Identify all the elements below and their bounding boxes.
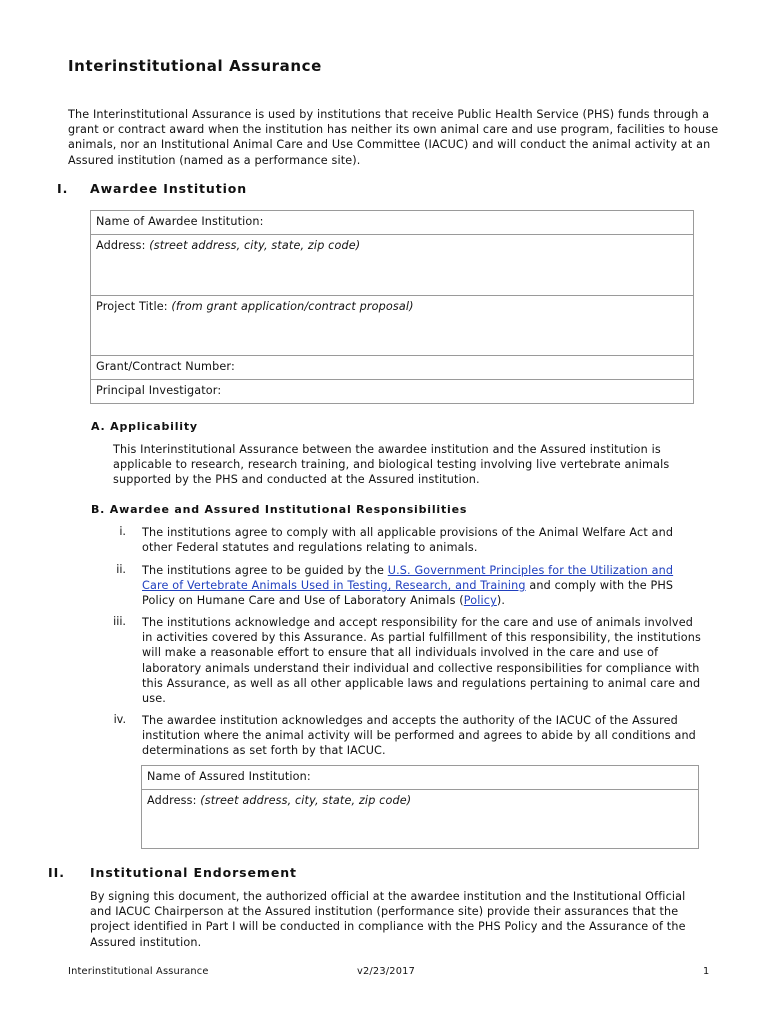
section-1-number: I. <box>57 181 69 196</box>
responsibility-item-3: The institutions acknowledge and accept responsibility for the care and use of animals involved in activities covered by this Assurance. As partial fulfillment of this responsibility, the institutions will make a reasonable effort to ensure that all individuals involved in the care and use of laboratory animals understand their individual and collective responsibilities for compliance with this Assurance, as well as all other applicable laws and regulations pertaining to animal care and use. <box>142 616 701 706</box>
assured-form-box <box>141 765 699 849</box>
item-2-post: ). <box>496 594 506 608</box>
awardee-address-label: Address: <box>96 239 146 252</box>
list-number: i. <box>119 525 126 538</box>
footer-version: v2/23/2017 <box>357 966 416 977</box>
list-number: iii. <box>113 615 126 628</box>
intro-paragraph: The Interinstitutional Assurance is used by institutions that receive Public Health Service (PHS) funds through a grant or contract award when the institution has neither its own animal care and use program, facilities to house animals, nor an Institutional Animal Care and Use Committee (IACUC) and will conduct the animal activity at an Assured institution (named as a performance site). <box>68 108 719 167</box>
applicability-heading: A. Applicability <box>91 420 198 433</box>
assured-address-hint: (street address, city, state, zip code) <box>200 794 412 807</box>
principal-investigator-label: Principal Investigator: <box>96 384 222 397</box>
responsibility-item-4: The awardee institution acknowledges and accepts the authority of the IACUC of the Assured institution where the animal activity will be performed and agrees to abide by all conditions and determinations as set forth by that IACUC. <box>142 714 696 758</box>
assured-name-label: Name of Assured Institution: <box>147 770 311 783</box>
awardee-address-hint: (street address, city, state, zip code) <box>149 239 361 252</box>
principal-investigator-field[interactable] <box>91 380 693 404</box>
policy-link[interactable]: Policy <box>463 594 497 608</box>
awardee-address-field[interactable] <box>91 235 693 296</box>
grant-number-label: Grant/Contract Number: <box>96 360 235 373</box>
assured-address-label: Address: <box>147 794 197 807</box>
item-2-mid: and comply with the PHS Policy on Humane Care and Use of Laboratory Animals ( <box>142 579 674 608</box>
responsibility-item-1: The institutions agree to comply with all applicable provisions of the Animal Welfare Act and other Federal statutes and regulations relating to animals. <box>142 526 674 555</box>
project-title-hint: (from grant application/contract proposal) <box>171 300 414 313</box>
section-1-title: Awardee Institution <box>90 181 248 196</box>
assured-address-field[interactable] <box>142 790 698 849</box>
list-number: ii. <box>116 563 126 576</box>
page-title: Interinstitutional Assurance <box>68 57 322 75</box>
applicability-text: This Interinstitutional Assurance between the awardee institution and the Assured institution is applicable to research, research training, and biological testing involving live vertebrate animals supported by the PHS and conducted at the Assured institution. <box>113 443 670 487</box>
awardee-name-label: Name of Awardee Institution: <box>96 215 264 228</box>
awardee-form-box <box>90 210 694 404</box>
project-title-label: Project Title: <box>96 300 168 313</box>
list-number: iv. <box>113 713 126 726</box>
grant-number-field[interactable] <box>91 356 693 380</box>
responsibility-item-2 <box>142 563 702 609</box>
section-2-number: II. <box>48 865 66 880</box>
footer-page-number: 1 <box>703 966 710 977</box>
responsibilities-heading: B. Awardee and Assured Institutional Responsibilities <box>91 503 468 516</box>
us-government-principles-link[interactable]: U.S. Government Principles for the Utilization and Care of Vertebrate Animals Used in Testing, Research, and Training <box>142 564 674 593</box>
endorsement-text: By signing this document, the authorized official at the awardee institution and the Institutional Official and IACUC Chairperson at the Assured institution (performance site) provide their assurances that the project identified in Part I will be conducted in compliance with the PHS Policy and the Assurance of the Assured institution. <box>90 890 686 949</box>
footer-doc-title: Interinstitutional Assurance <box>68 966 209 977</box>
project-title-field[interactable] <box>91 296 693 356</box>
awardee-name-field[interactable] <box>91 211 693 235</box>
assured-name-field[interactable] <box>142 766 698 790</box>
item-2-pre: The institutions agree to be guided by the <box>142 564 388 577</box>
section-2-title: Institutional Endorsement <box>90 865 297 880</box>
